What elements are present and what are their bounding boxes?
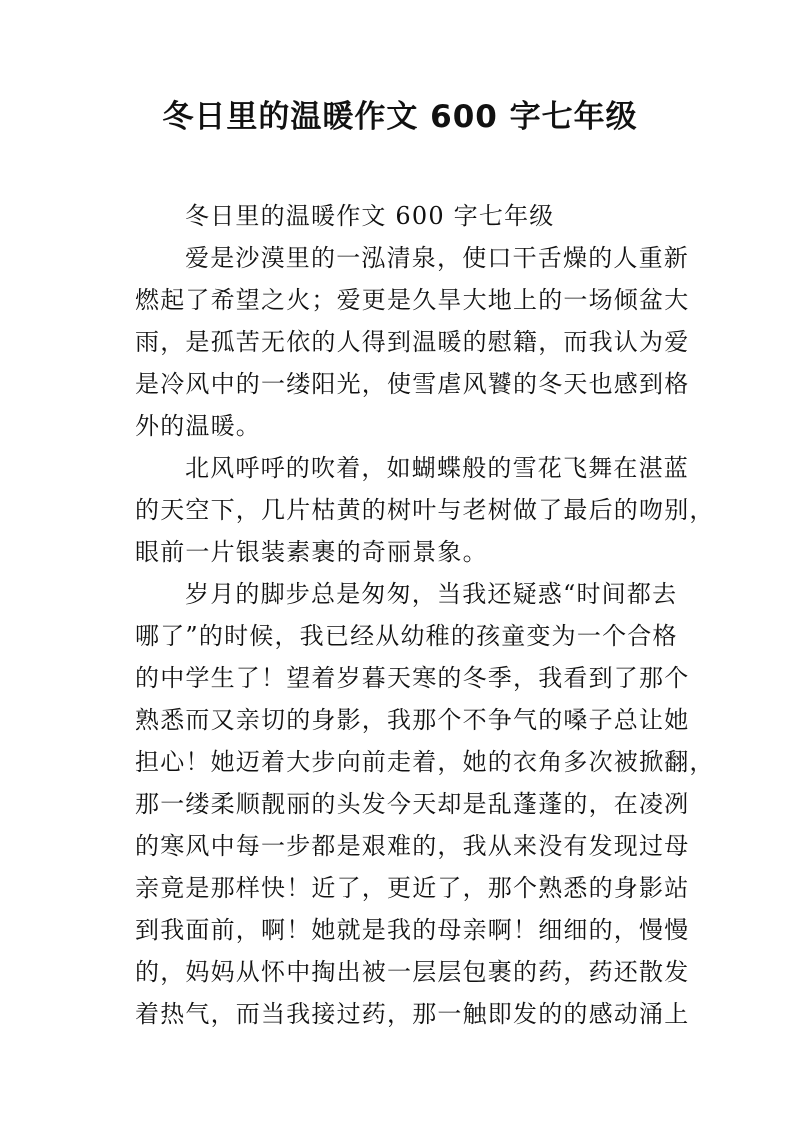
document-body — [135, 195, 715, 1035]
paragraph-line: 北风呼呼的吹着，如蝴蝶般的雪花飞舞在湛蓝 — [185, 454, 689, 482]
paragraph-line: 亲竟是那样快！近了，更近了，那个熟悉的身影站 — [135, 874, 690, 902]
paragraph-line: 外的温暖。 — [135, 412, 261, 440]
paragraph-line: 的，妈妈从怀中掏出被一层层包裹的药，药还散发 — [135, 958, 690, 986]
document-title: 冬日里的温暖作文 600 字七年级 — [162, 99, 638, 135]
paragraph-line: 眼前一片银装素裹的奇丽景象。 — [135, 538, 488, 566]
paragraph-line: 到我面前，啊！她就是我的母亲啊！细细的，慢慢 — [135, 916, 690, 944]
paragraph-line: 燃起了希望之火；爱更是久旱大地上的一场倾盆大 — [135, 286, 690, 314]
paragraph-line: 担心！她迈着大步向前走着，她的衣角多次被掀翻， — [135, 748, 715, 776]
paragraph-line: 的中学生了！望着岁暮天寒的冬季，我看到了那个 — [135, 664, 690, 692]
paragraph-line: 是冷风中的一缕阳光，使雪虐风饕的冬天也感到格 — [135, 370, 690, 398]
paragraph-line: 那一缕柔顺靓丽的头发今天却是乱蓬蓬的，在凌冽 — [135, 790, 690, 818]
paragraph-line: 的寒风中每一步都是艰难的，我从来没有发现过母 — [135, 832, 690, 860]
paragraph-line: 熟悉而又亲切的身影，我那个不争气的嗓子总让她 — [135, 706, 690, 734]
paragraph-line: 爱是沙漠里的一泓清泉，使口干舌燥的人重新 — [185, 244, 689, 272]
paragraph-line: 岁月的脚步总是匆匆，当我还疑惑“时间都去 — [185, 580, 678, 608]
paragraph-line: 哪了”的时候，我已经从幼稚的孩童变为一个合格 — [135, 622, 678, 650]
paragraph-line: 着热气，而当我接过药，那一触即发的的感动涌上 — [135, 1000, 690, 1028]
subtitle-line: 冬日里的温暖作文 600 字七年级 — [185, 202, 555, 230]
paragraph-line: 的天空下，几片枯黄的树叶与老树做了最后的吻别， — [135, 496, 715, 524]
paragraph-line: 雨，是孤苦无依的人得到温暖的慰籍，而我认为爱 — [135, 328, 690, 356]
